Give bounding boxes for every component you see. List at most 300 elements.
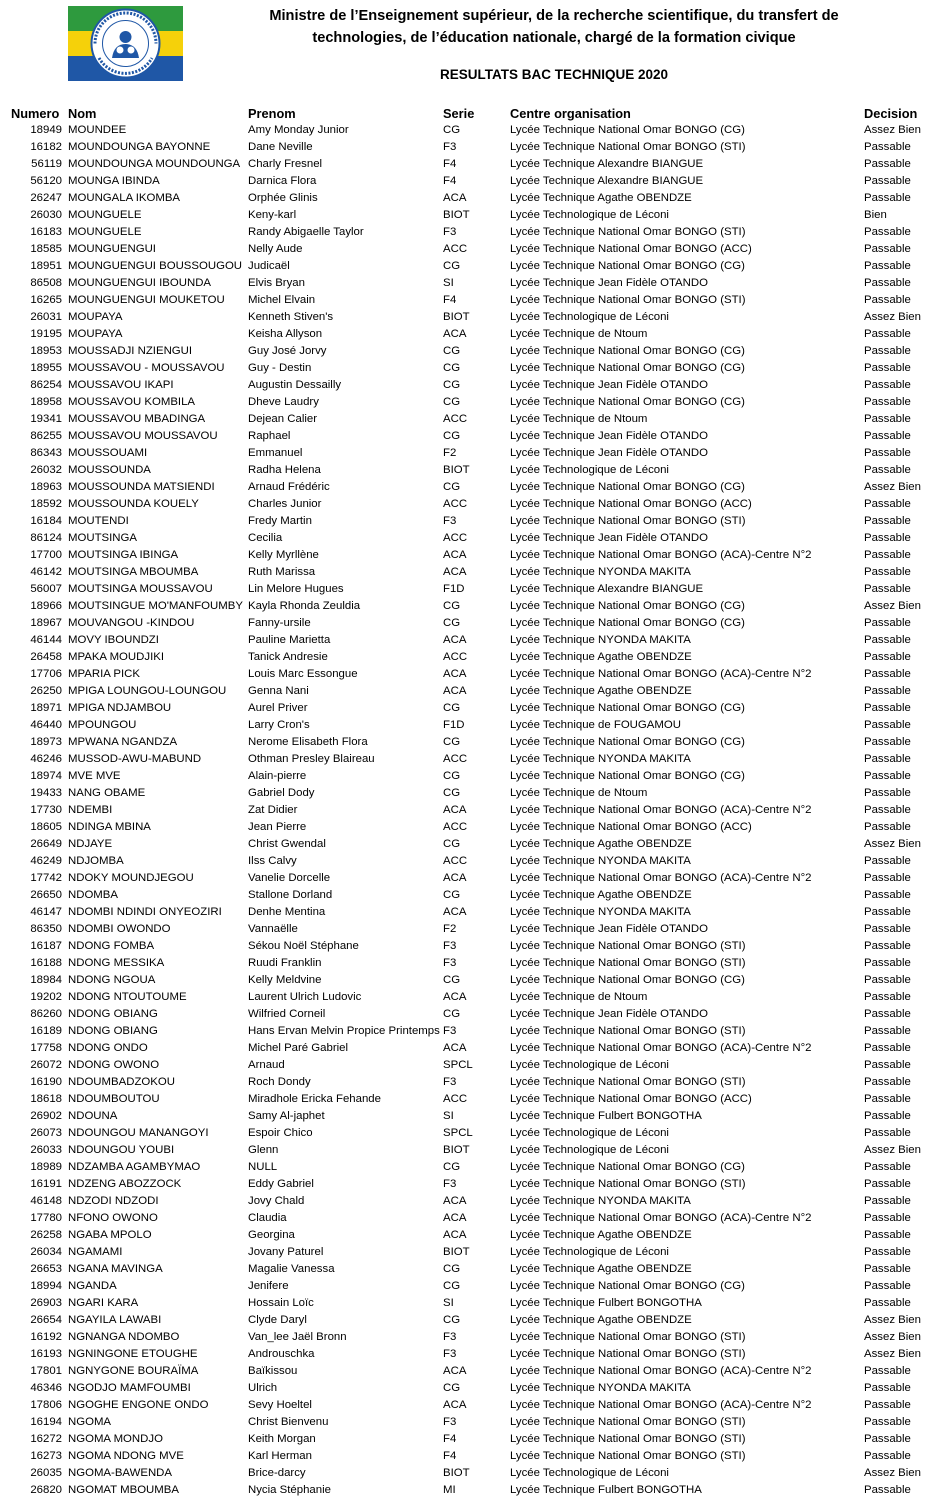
cell-centre: Lycée Technique National Omar BONGO (STI) [510,1025,746,1037]
table-row [0,122,932,139]
table-row [0,139,932,156]
table-row [0,343,932,360]
cell-centre: Lycée Technologique de Léconi [510,1127,669,1139]
cell-numero: 26820 [30,1484,62,1496]
cell-decision: Passable [864,668,911,680]
cell-serie: ACA [443,872,467,884]
cell-decision: Assez Bien [864,1314,921,1326]
cell-nom: NGARI KARA [68,1297,139,1309]
cell-prenom: Karl Herman [248,1450,312,1462]
cell-decision: Passable [864,192,911,204]
cell-serie: CG [443,617,461,629]
cell-numero: 26030 [30,209,62,221]
cell-prenom: Van_lee Jaël Bronn [248,1331,347,1343]
cell-numero: 46148 [30,1195,62,1207]
cell-decision: Passable [864,1382,911,1394]
cell-decision: Assez Bien [864,1331,921,1343]
cell-decision: Passable [864,1433,911,1445]
cell-serie: CG [443,1382,461,1394]
cell-decision: Passable [864,379,911,391]
ministry-title-line2: technologies, de l’éducation nationale, chargé de la formation civique [312,30,796,46]
cell-centre: Lycée Technique Jean Fidèle OTANDO [510,447,708,459]
cell-serie: ACA [443,549,467,561]
cell-numero: 26903 [30,1297,62,1309]
table-row [0,1091,932,1108]
cell-serie: ACC [443,855,468,867]
cell-prenom: Charly Fresnel [248,158,323,170]
cell-centre: Lycée Technologique de Léconi [510,464,669,476]
cell-numero: 16188 [30,957,62,969]
cell-serie: CG [443,481,461,493]
cell-decision: Passable [864,770,911,782]
cell-centre: Lycée Technique Jean Fidèle OTANDO [510,430,708,442]
cell-prenom: Randy Abigaelle Taylor [248,226,364,238]
cell-decision: Passable [864,685,911,697]
cell-serie: ACC [443,1093,468,1105]
table-row [0,530,932,547]
cell-centre: Lycée Technique NYONDA MAKITA [510,1382,691,1394]
cell-nom: NDZODI NDZODI [68,1195,159,1207]
cell-numero: 16273 [30,1450,62,1462]
table-row [0,173,932,190]
table-row [0,411,932,428]
table-row [0,547,932,564]
cell-numero: 46440 [30,719,62,731]
cell-nom: MOUNGUELE [68,209,142,221]
cell-nom: MOUVANGOU -KINDOU [68,617,195,629]
cell-centre: Lycée Technique Fulbert BONGOTHA [510,1110,702,1122]
cell-nom: NDOUNGOU YOUBI [68,1144,175,1156]
cell-numero: 26650 [30,889,62,901]
cell-prenom: Aurel Priver [248,702,308,714]
cell-serie: CG [443,362,461,374]
cell-centre: Lycée Technique National Omar BONGO (STI) [510,515,746,527]
cell-serie: F3 [443,1416,457,1428]
cell-nom: NDONG OBIANG [68,1008,158,1020]
cell-prenom: Louis Marc Essongue [248,668,358,680]
cell-decision: Passable [864,719,911,731]
cell-serie: BIOT [443,209,470,221]
cell-nom: NGNINGONE ETOUGHE [68,1348,198,1360]
cell-numero: 17742 [30,872,62,884]
table-row [0,496,932,513]
cell-nom: NDOMBA [68,889,118,901]
cell-nom: NFONO OWONO [68,1212,158,1224]
cell-prenom: Glenn [248,1144,279,1156]
cell-centre: Lycée Technique National Omar BONGO (STI) [510,1450,746,1462]
cell-nom: NDJAYE [68,838,113,850]
cell-centre: Lycée Technique National Omar BONGO (CG) [510,600,745,612]
cell-serie: ACC [443,532,468,544]
table-row [0,190,932,207]
cell-serie: ACC [443,498,468,510]
cell-prenom: Dane Neville [248,141,313,153]
table-row [0,870,932,887]
cell-serie: ACA [443,668,467,680]
cell-numero: 26247 [30,192,62,204]
cell-decision: Passable [864,1212,911,1224]
cell-decision: Passable [864,1450,911,1462]
cell-numero: 16189 [30,1025,62,1037]
cell-decision: Assez Bien [864,481,921,493]
table-row [0,1380,932,1397]
cell-nom: NGOGHE ENGONE ONDO [68,1399,209,1411]
cell-nom: MPIGA NDJAMBOU [68,702,172,714]
cell-decision: Passable [864,872,911,884]
cell-centre: Lycée Technique National Omar BONGO (CG) [510,736,745,748]
cell-centre: Lycée Technique National Omar BONGO (STI) [510,294,746,306]
cell-prenom: Ruudi Franklin [248,957,322,969]
cell-nom: NGOMA-BAWENDA [68,1467,172,1479]
cell-serie: ACA [443,1042,467,1054]
cell-prenom: Baïkissou [248,1365,298,1377]
table-row [0,428,932,445]
cell-prenom: Samy Al-japhet [248,1110,325,1122]
table-row [0,1414,932,1431]
cell-numero: 18953 [30,345,62,357]
cell-numero: 19341 [30,413,62,425]
cell-serie: SPCL [443,1127,473,1139]
cell-decision: Passable [864,158,911,170]
cell-numero: 19195 [30,328,62,340]
cell-decision: Passable [864,1008,911,1020]
cell-nom: MOUSSOUNDA KOUELY [68,498,199,510]
cell-centre: Lycée Technique National Omar BONGO (ACA)-Centre N°2 [510,1399,812,1411]
cell-decision: Passable [864,651,911,663]
cell-nom: MPARIA PICK [68,668,140,680]
cell-prenom: Tanick Andresie [248,651,328,663]
cell-serie: CG [443,379,461,391]
cell-numero: 19202 [30,991,62,1003]
cell-decision: Passable [864,991,911,1003]
cell-prenom: Stallone Dorland [248,889,333,901]
cell-numero: 16192 [30,1331,62,1343]
cell-nom: NDONG NTOUTOUME [68,991,187,1003]
cell-centre: Lycée Technique National Omar BONGO (CG) [510,362,745,374]
table-row [0,445,932,462]
table-row [0,1023,932,1040]
cell-nom: NDONG FOMBA [68,940,155,952]
cell-prenom: Sevy Hoeltel [248,1399,312,1411]
cell-numero: 26258 [30,1229,62,1241]
cell-numero: 18605 [30,821,62,833]
cell-centre: Lycée Technique de Ntoum [510,328,648,340]
table-row [0,802,932,819]
cell-serie: CG [443,1280,461,1292]
cell-numero: 16184 [30,515,62,527]
cell-numero: 26654 [30,1314,62,1326]
cell-nom: NDOUMBOUTOU [68,1093,160,1105]
cell-serie: CG [443,1314,461,1326]
cell-nom: NGNANGA NDOMBO [68,1331,180,1343]
cell-serie: F3 [443,515,457,527]
cell-decision: Passable [864,957,911,969]
cell-centre: Lycée Technique National Omar BONGO (CG) [510,1161,745,1173]
cell-nom: NGAYILA LAWABI [68,1314,162,1326]
cell-numero: 17706 [30,668,62,680]
results-subtitle: RESULTATS BAC TECHNIQUE 2020 [439,67,669,82]
cell-centre: Lycée Technique National Omar BONGO (ACC) [510,1093,752,1105]
cell-prenom: Jenifere [248,1280,289,1292]
table-header-row [0,104,932,122]
table-row [0,326,932,343]
cell-nom: MOUSSOUNDA MATSIENDI [68,481,215,493]
cell-prenom: Nerome Elisabeth Flora [248,736,368,748]
cell-decision: Passable [864,974,911,986]
cell-decision: Passable [864,736,911,748]
cell-numero: 16191 [30,1178,62,1190]
cell-nom: NDZAMBA AGAMBYMAO [68,1161,201,1173]
table-row [0,853,932,870]
cell-decision: Passable [864,532,911,544]
cell-serie: F3 [443,1331,457,1343]
cell-decision: Assez Bien [864,1144,921,1156]
cell-centre: Lycée Technique NYONDA MAKITA [510,1195,691,1207]
cell-centre: Lycée Technique de Ntoum [510,413,648,425]
cell-serie: F3 [443,1178,457,1190]
cell-serie: ACA [443,1399,467,1411]
cell-numero: 26458 [30,651,62,663]
table-row [0,955,932,972]
cell-serie: ACA [443,906,467,918]
cell-nom: MOUTSINGA [68,532,137,544]
cell-nom: NDINGA MBINA [68,821,151,833]
cell-decision: Passable [864,1127,911,1139]
cell-decision: Passable [864,923,911,935]
cell-numero: 46346 [30,1382,62,1394]
cell-numero: 17801 [30,1365,62,1377]
cell-decision: Passable [864,1297,911,1309]
cell-nom: MOUSSAVOU - MOUSSAVOU [68,362,225,374]
cell-decision: Passable [864,260,911,272]
cell-numero: 18958 [30,396,62,408]
cell-centre: Lycée Technique National Omar BONGO (CG) [510,617,745,629]
cell-serie: F4 [443,294,457,306]
cell-centre: Lycée Technique National Omar BONGO (ACA)-Centre N°2 [510,804,812,816]
cell-decision: Passable [864,277,911,289]
cell-nom: NGOMA NDONG MVE [68,1450,184,1462]
cell-numero: 16193 [30,1348,62,1360]
cell-numero: 26033 [30,1144,62,1156]
cell-decision: Passable [864,821,911,833]
cell-prenom: Christ Bienvenu [248,1416,329,1428]
cell-numero: 18592 [30,498,62,510]
cell-decision: Assez Bien [864,1348,921,1360]
cell-decision: Passable [864,1195,911,1207]
table-row [0,292,932,309]
cell-serie: CG [443,1263,461,1275]
cell-decision: Passable [864,396,911,408]
cell-decision: Passable [864,1042,911,1054]
cell-serie: SI [443,1297,454,1309]
cell-prenom: Othman Presley Blaireau [248,753,375,765]
cell-prenom: Claudia [248,1212,287,1224]
cell-prenom: Guy - Destin [248,362,312,374]
cell-nom: MOUSSAVOU MBADINGA [68,413,206,425]
cell-serie: CG [443,260,461,272]
cell-nom: MOUNGUENGUI MOUKETOU [68,294,225,306]
cell-numero: 86124 [30,532,62,544]
table-row [0,887,932,904]
table-row [0,734,932,751]
cell-serie: ACA [443,566,467,578]
cell-nom: NGAMAMI [68,1246,123,1258]
cell-decision: Assez Bien [864,600,921,612]
table-row [0,615,932,632]
cell-prenom: Pauline Marietta [248,634,331,646]
table-row [0,1125,932,1142]
cell-prenom: Nelly Aude [248,243,303,255]
cell-serie: SI [443,1110,454,1122]
cell-nom: NGABA MPOLO [68,1229,152,1241]
cell-decision: Passable [864,294,911,306]
cell-decision: Passable [864,1161,911,1173]
table-row [0,513,932,530]
cell-numero: 46249 [30,855,62,867]
cell-prenom: Fanny-ursile [248,617,311,629]
cell-numero: 86343 [30,447,62,459]
cell-numero: 18963 [30,481,62,493]
cell-prenom: Miradhole Ericka Fehande [248,1093,381,1105]
cell-decision: Assez Bien [864,838,921,850]
table-row [0,683,932,700]
cell-prenom: Arnaud Frédéric [248,481,330,493]
cell-prenom: Zat Didier [248,804,298,816]
table-row [0,1448,932,1465]
cell-nom: MOUNDEE [68,124,127,136]
cell-nom: MOUSSAVOU KOMBILA [68,396,196,408]
table-row [0,1210,932,1227]
cell-prenom: Georgina [248,1229,295,1241]
cell-nom: NANG OBAME [68,787,146,799]
cell-serie: F2 [443,923,457,935]
cell-decision: Passable [864,702,911,714]
cell-numero: 16187 [30,940,62,952]
cell-prenom: Amy Monday Junior [248,124,349,136]
cell-prenom: Kelly Myrllène [248,549,319,561]
table-row [0,1227,932,1244]
cell-prenom: Lin Melore Hugues [248,583,344,595]
table-row [0,360,932,377]
cell-numero: 16190 [30,1076,62,1088]
cell-decision: Bien [864,209,887,221]
cell-prenom: Hossain Loïc [248,1297,314,1309]
cell-centre: Lycée Technique Fulbert BONGOTHA [510,1297,702,1309]
cell-centre: Lycée Technologique de Léconi [510,209,669,221]
cell-nom: NDONG MESSIKA [68,957,165,969]
cell-serie: ACA [443,328,467,340]
table-row [0,700,932,717]
column-header-centre: Centre organisation [510,105,631,121]
cell-prenom: Jovany Paturel [248,1246,324,1258]
cell-nom: NGOMAT MBOUMBA [68,1484,179,1496]
table-row [0,819,932,836]
cell-nom: NDONG NGOUA [68,974,156,986]
column-header-numero: Numero [11,105,60,121]
cell-prenom: Raphael [248,430,291,442]
cell-prenom: Roch Dondy [248,1076,311,1088]
cell-decision: Passable [864,1025,911,1037]
cell-numero: 26902 [30,1110,62,1122]
table-row [0,1074,932,1091]
cell-prenom: Arnaud [248,1059,285,1071]
cell-prenom: Jovy Chald [248,1195,305,1207]
results-table [0,104,932,1499]
table-row [0,751,932,768]
cell-serie: ACA [443,991,467,1003]
cell-numero: 16194 [30,1416,62,1428]
cell-decision: Passable [864,634,911,646]
cell-nom: MOUNGALA IKOMBA [68,192,181,204]
cell-centre: Lycée Technique National Omar BONGO (CG) [510,396,745,408]
cell-serie: BIOT [443,464,470,476]
cell-serie: CG [443,430,461,442]
cell-nom: NDJOMBA [68,855,124,867]
cell-centre: Lycée Technique National Omar BONGO (CG) [510,345,745,357]
cell-prenom: Emmanuel [248,447,303,459]
cell-decision: Passable [864,549,911,561]
cell-centre: Lycée Technique NYONDA MAKITA [510,855,691,867]
cell-numero: 18974 [30,770,62,782]
cell-decision: Assez Bien [864,1467,921,1479]
table-row [0,581,932,598]
cell-decision: Passable [864,345,911,357]
cell-nom: MVE MVE [68,770,121,782]
cell-decision: Passable [864,566,911,578]
table-row [0,1040,932,1057]
cell-decision: Passable [864,787,911,799]
cell-nom: MPIGA LOUNGOU-LOUNGOU [68,685,227,697]
table-row [0,1108,932,1125]
cell-serie: F3 [443,1025,457,1037]
cell-nom: MOUNGUELE [68,226,142,238]
cell-numero: 18989 [30,1161,62,1173]
cell-prenom: Charles Junior [248,498,322,510]
table-row [0,462,932,479]
cell-numero: 17758 [30,1042,62,1054]
cell-centre: Lycée Technique NYONDA MAKITA [510,906,691,918]
cell-centre: Lycée Technique Agathe OBENDZE [510,685,692,697]
cell-prenom: Genna Nani [248,685,309,697]
ministry-title [215,5,893,49]
cell-numero: 26653 [30,1263,62,1275]
cell-decision: Passable [864,1178,911,1190]
cell-centre: Lycée Technologique de Léconi [510,1144,669,1156]
cell-decision: Assez Bien [864,124,921,136]
cell-nom: NDZENG ABOZZOCK [68,1178,182,1190]
cell-serie: CG [443,396,461,408]
cell-serie: F3 [443,226,457,238]
cell-numero: 86255 [30,430,62,442]
cell-prenom: Fredy Martin [248,515,312,527]
cell-centre: Lycée Technique National Omar BONGO (ACA)-Centre N°2 [510,1212,812,1224]
cell-prenom: Wilfried Corneil [248,1008,326,1020]
cell-serie: CG [443,974,461,986]
cell-numero: 26031 [30,311,62,323]
table-row [0,224,932,241]
cell-serie: SPCL [443,1059,473,1071]
cell-decision: Passable [864,1263,911,1275]
table-row [0,1295,932,1312]
table-row [0,156,932,173]
table-row [0,1363,932,1380]
cell-centre: Lycée Technique Jean Fidèle OTANDO [510,1008,708,1020]
cell-centre: Lycée Technique Agathe OBENDZE [510,192,692,204]
cell-prenom: Darnica Flora [248,175,317,187]
table-row [0,921,932,938]
cell-numero: 18618 [30,1093,62,1105]
table-row [0,972,932,989]
